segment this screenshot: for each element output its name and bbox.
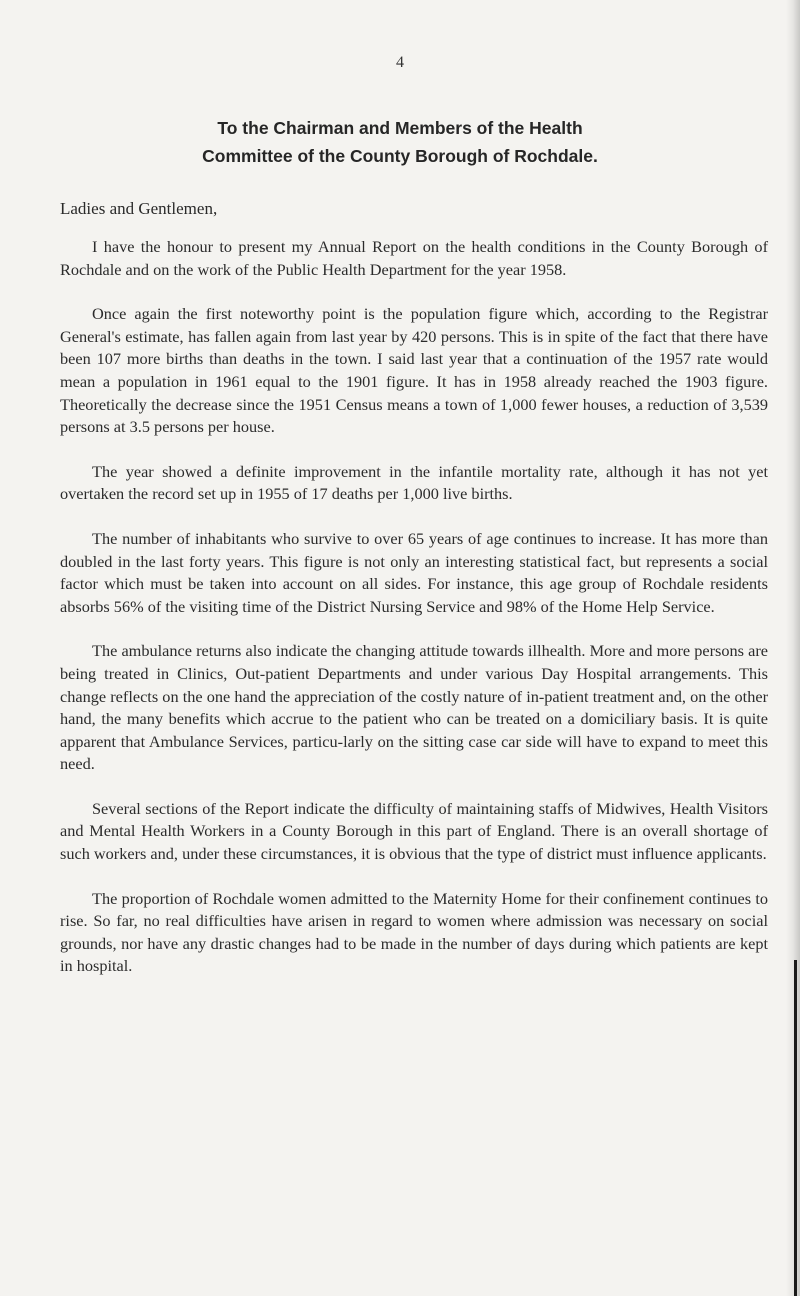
title-line-2: Committee of the County Borough of Rochdale.	[202, 146, 598, 166]
binding-edge	[794, 960, 797, 1296]
page-edge-shadow	[786, 0, 800, 1296]
salutation: Ladies and Gentlemen,	[60, 199, 218, 218]
page-number: 4	[396, 54, 404, 71]
paragraph-introduction: I have the honour to present my Annual Report on the health conditions in the County Borough of Rochdale and on the work of the Public Health Department for the year 1958.	[60, 237, 768, 279]
paragraph-infant-mortality: The year showed a definite improvement in the infantile mortality rate, although it has not yet overtaken the record set up in 1955 of 17 deaths per 1,000 live births.	[60, 461, 768, 504]
paragraph-elderly: The number of inhabitants who survive to over 65 years of age continues to increase. It has more than doubled in the last forty years. This figure is not only an interesting statistical fact, but represents a social factor which must be taken into account on all sides. For instance, this age group of Rochdale residents absorbs 56% of the visiting time of the District Nursing Service and 98% of the Home Help Service.	[60, 528, 768, 616]
paragraph-staffing: Several sections of the Report indicate the difficulty of maintaining staffs of Midwives, Health Visitors and Mental Health Workers in a County Borough in this part of England. There is an overall shortage of such workers and, under these circumstances, it is obvious that the type of district must influence applicants.	[60, 798, 768, 864]
paragraph-ambulance: The ambulance returns also indicate the changing attitude towards illhealth. More and more persons are being treated in Clinics, Out-patient Departments and under various Day Hospital arrangements. This change reflects on the one hand the appreciation of the costly nature of in-patient treatment and, on the other hand, the many benefits which accrue to the patient who can be treated on a domiciliary basis. It is quite apparent that Ambulance Services, particu-larly on the sitting case car side will have to expand to meet this need.	[60, 641, 768, 774]
paragraph-maternity: The proportion of Rochdale women admitted to the Maternity Home for their confinement continues to rise. So far, no real difficulties have arisen in regard to women where admission was necessary on social grounds, nor have any drastic changes had to be made in the number of days during which patients are kept in hospital.	[60, 888, 768, 976]
paragraph-population: Once again the first noteworthy point is the population figure which, according to the Registrar General's estimate, has fallen again from last year by 420 persons. This is in spite of the fact that there have been 107 more births than deaths in the town. I said last year that a continuation of the 1957 rate would mean a population in 1961 equal to the 1901 figure. It has in 1958 already reached the 1903 figure. Theoretically the decrease since the 1951 Census means a town of 1,000 fewer houses, a reduction of 3,539 persons at 3.5 persons per house.	[60, 304, 768, 437]
report-title	[60, 114, 740, 170]
report-body	[60, 236, 768, 1000]
title-line-1: To the Chairman and Members of the Health	[217, 118, 583, 138]
